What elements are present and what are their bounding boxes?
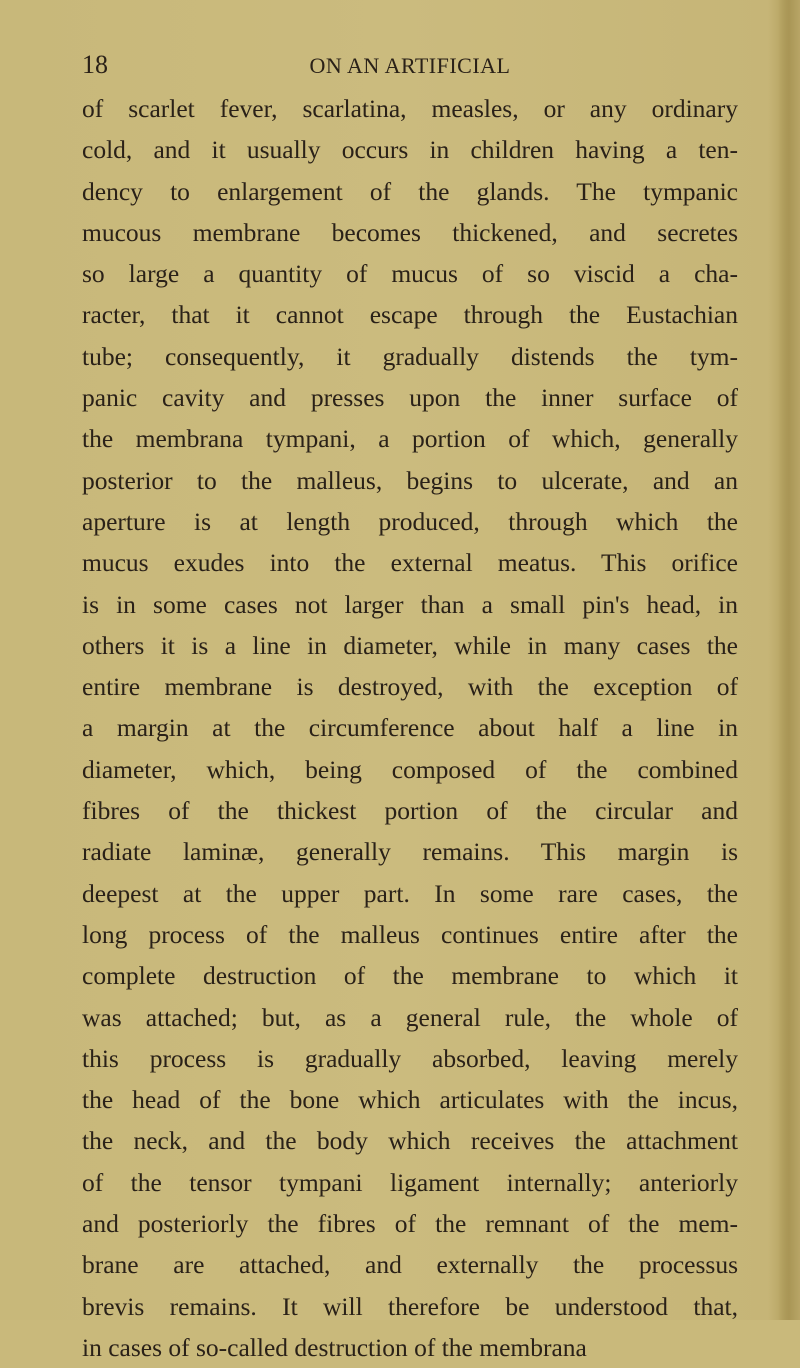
text-line: a margin at the circumference about half a line in: [82, 713, 738, 743]
text-line: entire membrane is destroyed, with the exception of: [82, 672, 738, 702]
text-line: radiate laminæ, generally remains. This margin is: [82, 837, 738, 867]
body-text: [82, 88, 738, 1368]
text-line: mucus exudes into the external meatus. This orifice: [82, 548, 738, 578]
running-title: ON AN ARTIFICIAL: [309, 53, 511, 78]
text-line: the neck, and the body which receives the attachment: [82, 1126, 738, 1156]
text-line: fibres of the thickest portion of the circular and: [82, 796, 738, 826]
page-edge: [778, 0, 800, 1320]
text-line: long process of the malleus continues entire after the: [82, 919, 738, 949]
text-line: diameter, which, being composed of the combined: [82, 754, 738, 784]
text-line: complete destruction of the membrane to which it: [82, 961, 738, 991]
text-line: aperture is at length produced, through which the: [82, 506, 738, 536]
text-line: tube; consequently, it gradually distends the tym-: [82, 341, 738, 371]
text-line: this process is gradually absorbed, leaving merely: [82, 1043, 738, 1073]
text-line: mucous membrane becomes thickened, and secretes: [82, 217, 738, 247]
text-line: of scarlet fever, scarlatina, measles, or any ordinary: [82, 94, 738, 123]
text-line: the head of the bone which articulates with the incus,: [82, 1085, 738, 1115]
text-line: racter, that it cannot escape through the Eustachian: [82, 300, 738, 330]
text-line: panic cavity and presses upon the inner surface of: [82, 383, 738, 413]
text-line: and posteriorly the fibres of the remnant of the mem-: [82, 1209, 738, 1239]
text-line: deepest at the upper part. In some rare cases, the: [82, 878, 738, 908]
text-line: brevis remains. It will therefore be understood that,: [82, 1291, 738, 1321]
text-line: others it is a line in diameter, while in many cases the: [82, 630, 738, 660]
text-line: so large a quantity of mucus of so viscid a cha-: [82, 259, 738, 289]
page-header: [82, 50, 738, 80]
text-line: the membrana tympani, a portion of which, generally: [82, 424, 738, 454]
text-line: was attached; but, as a general rule, the whole of: [82, 1002, 738, 1032]
text-line: in cases of so-called destruction of the membrana: [82, 1332, 587, 1362]
text-line: dency to enlargement of the glands. The tympanic: [82, 176, 738, 206]
text-line: brane are attached, and externally the processus: [82, 1250, 738, 1280]
text-line: of the tensor tympani ligament internally; anteriorly: [82, 1167, 738, 1197]
text-line: posterior to the malleus, begins to ulcerate, and an: [82, 465, 738, 495]
text-line: cold, and it usually occurs in children having a ten-: [82, 135, 738, 165]
text-line: is in some cases not larger than a small pin's head, in: [82, 589, 738, 619]
page-number: 18: [82, 50, 108, 79]
